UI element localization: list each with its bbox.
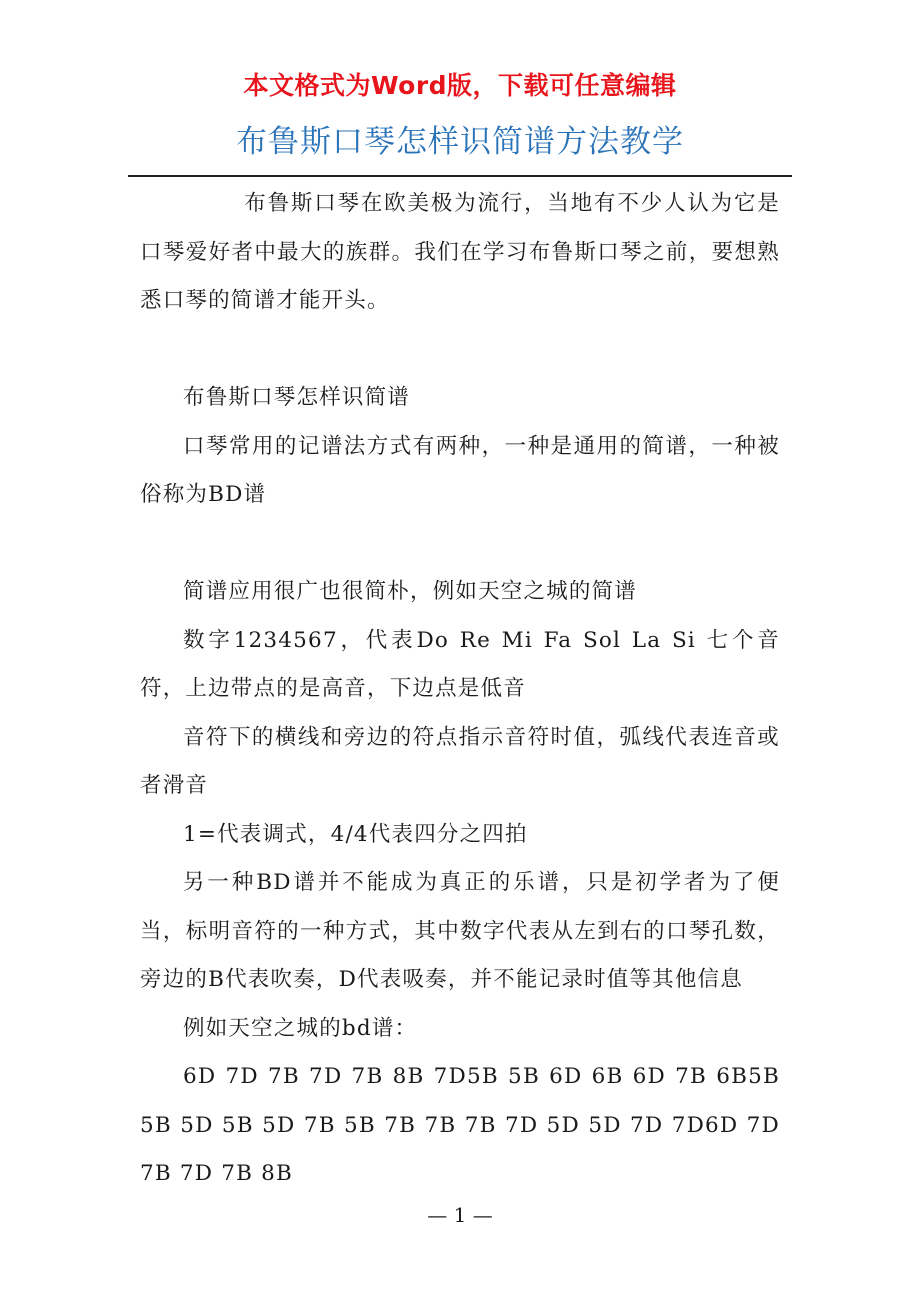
duration-paragraph: 音符下的横线和旁边的符点指示音符时值，弧线代表连音或者滑音 [140, 724, 780, 798]
paragraph-spacer [140, 520, 780, 569]
notation-types-paragraph: 口琴常用的记谱法方式有两种，一种是通用的简谱，一种被俗称为BD谱 [140, 433, 780, 507]
document-title: 布鲁斯口琴怎样识简谱方法教学 [236, 124, 684, 160]
bd-notation-paragraph: 另一种BD谱并不能成为真正的乐谱，只是初学者为了便当，标明音符的一种方式，其中数字代表从左到右的口琴孔数，旁边的B代表吹奏，D代表吸奏，并不能记录时值等其他信息 [140, 870, 780, 992]
page-number: — 1 — [427, 1203, 493, 1227]
jianpu-paragraph: 简谱应用很广也很简朴，例如天空之城的简谱 [183, 579, 638, 604]
format-notice-banner: 本文格式为Word版，下载可任意编辑 [243, 71, 677, 100]
bd-score-paragraph: 6D 7D 7B 7D 7B 8B 7D5B 5B 6D 6B 6D 7B 6B5B 5B 5D 5B 5D 7B 5B 7B 7B 7B 7D 5D 5D 7D 7D6D 7D 7B 7D 7B 8B [140, 1064, 780, 1186]
notes-paragraph: 数字1234567，代表Do Re Mi Fa Sol La Si 七个音符，上边带点的是高音，下边点是低音 [140, 627, 780, 701]
section-heading: 布鲁斯口琴怎样识简谱 [183, 385, 411, 410]
paragraph-spacer [140, 326, 780, 375]
document-body [140, 180, 780, 1199]
bd-example-label: 例如天空之城的bd谱： [183, 1015, 418, 1041]
intro-paragraph: 布鲁斯口琴在欧美极为流行，当地有不少人认为它是口琴爱好者中最大的族群。我们在学习布鲁斯口琴之前，要想熟悉口琴的简谱才能开头。 [140, 191, 780, 313]
key-time-paragraph: 1=代表调式，4/4代表四分之四拍 [183, 821, 528, 847]
title-divider [128, 175, 792, 177]
